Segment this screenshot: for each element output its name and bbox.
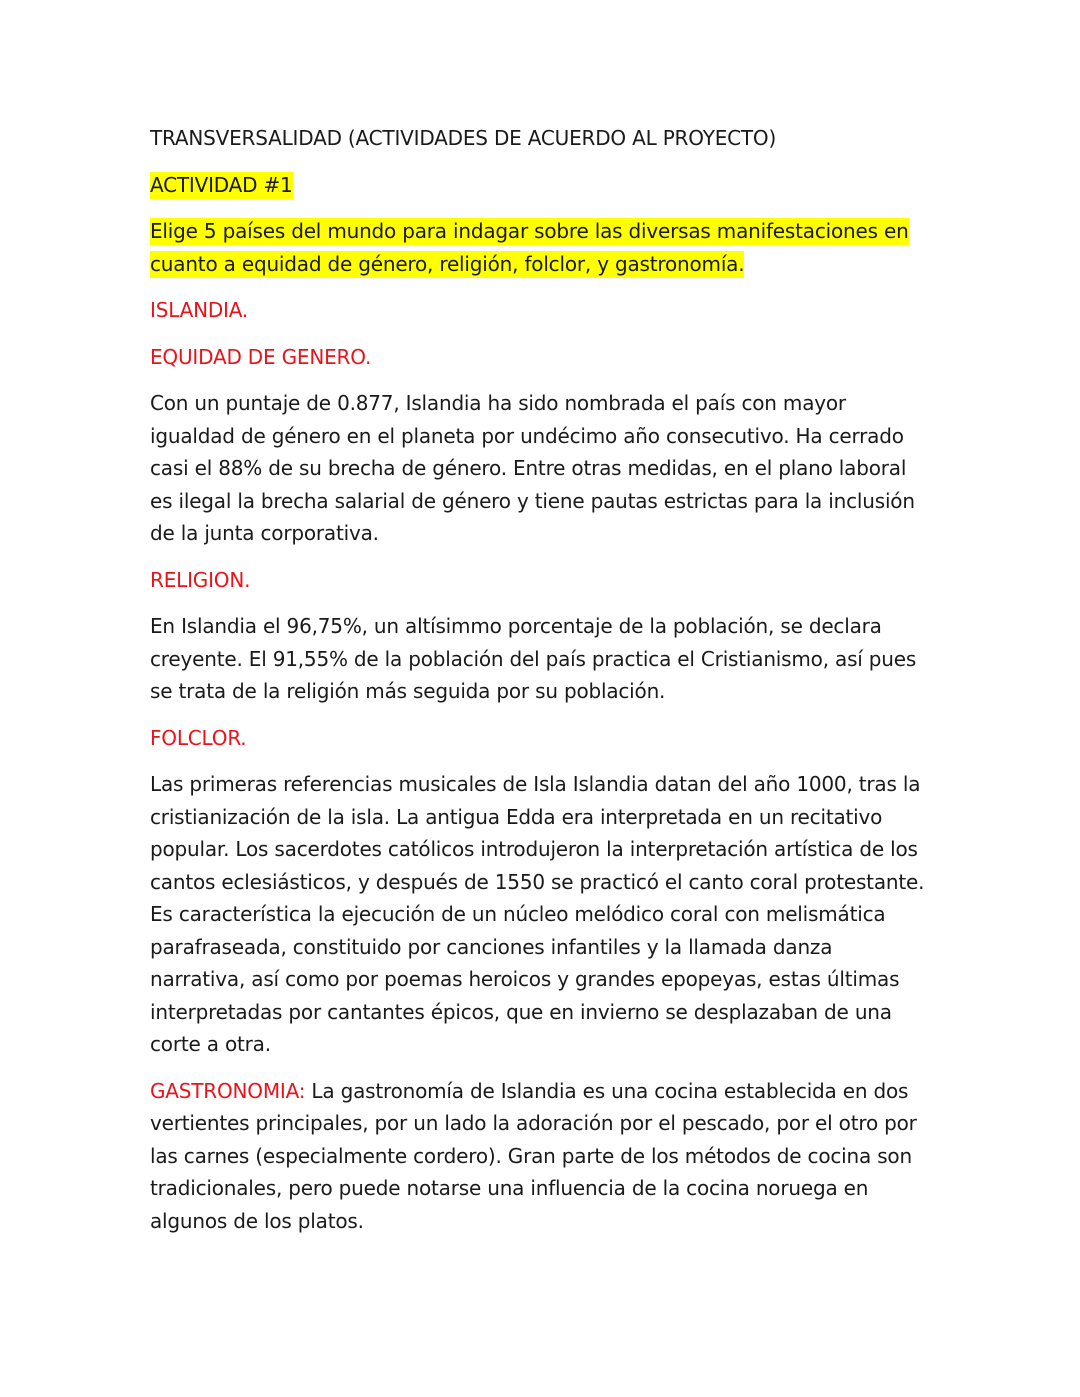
gender-equity-heading: EQUIDAD DE GENERO. bbox=[150, 344, 372, 369]
religion-body: En Islandia el 96,75%, un altísimmo porcentaje de la población, se declara creyente. El 91,55% de la población del país practica el Cristianismo, así pues se trata de la religión más seguida por su población. bbox=[150, 614, 917, 703]
instructions-paragraph bbox=[150, 215, 925, 280]
gastronomy-body: La gastronomía de Islandia es una cocina establecida en dos vertientes principales, por un lado la adoración por el pescado, por el otro por las carnes (especialmente cordero). Gran parte de los métodos de cocina son tradicionales, pero puede notarse una influencia de la cocina noruega en algunos de los platos. bbox=[150, 1078, 917, 1233]
gastronomy-paragraph bbox=[150, 1075, 925, 1238]
country-heading: ISLANDIA. bbox=[150, 298, 249, 322]
activity-label: ACTIVIDAD #1 bbox=[150, 172, 293, 197]
religion-heading: RELIGION. bbox=[150, 567, 251, 592]
gender-equity-body: Con un puntaje de 0.877, Islandia ha sido nombrada el país con mayor igualdad de género en el planeta por undécimo año consecutivo. Ha cerrado casi el 88% de su brecha de género. Entre otras medidas, en el plano laboral es ilegal la brecha salarial de género y tiene pautas estrictas para la inclusión de la junta corporativa. bbox=[150, 391, 915, 545]
document-page bbox=[150, 122, 925, 1251]
activity-label-line bbox=[150, 169, 925, 202]
gastronomy-heading: GASTRONOMIA: bbox=[150, 1078, 306, 1103]
folklore-body: Las primeras referencias musicales de Isla Islandia datan del año 1000, tras la cristianización de la isla. La antigua Edda era interpretada en un recitativo popular. Los sacerdotes católicos introdujeron la interpretación artística de los cantos eclesiásticos, y después de 1550 se practicó el canto coral protestante. Es característica la ejecución de un núcleo melódico coral con melismática parafraseada, constituido por canciones infantiles y la llamada danza narrativa, así como por poemas heroicos y grandes epopeyas, estas últimas interpretadas por cantantes épicos, que en invierno se desplazaban de una corte a otra. bbox=[150, 772, 925, 1056]
instructions-text: Elige 5 países del mundo para indagar sobre las diversas manifestaciones en cuanto a equidad de género, religión, folclor, y gastronomía. bbox=[150, 219, 909, 276]
document-title: TRANSVERSALIDAD (ACTIVIDADES DE ACUERDO AL PROYECTO) bbox=[150, 126, 777, 150]
folklore-heading: FOLCLOR. bbox=[150, 725, 247, 750]
